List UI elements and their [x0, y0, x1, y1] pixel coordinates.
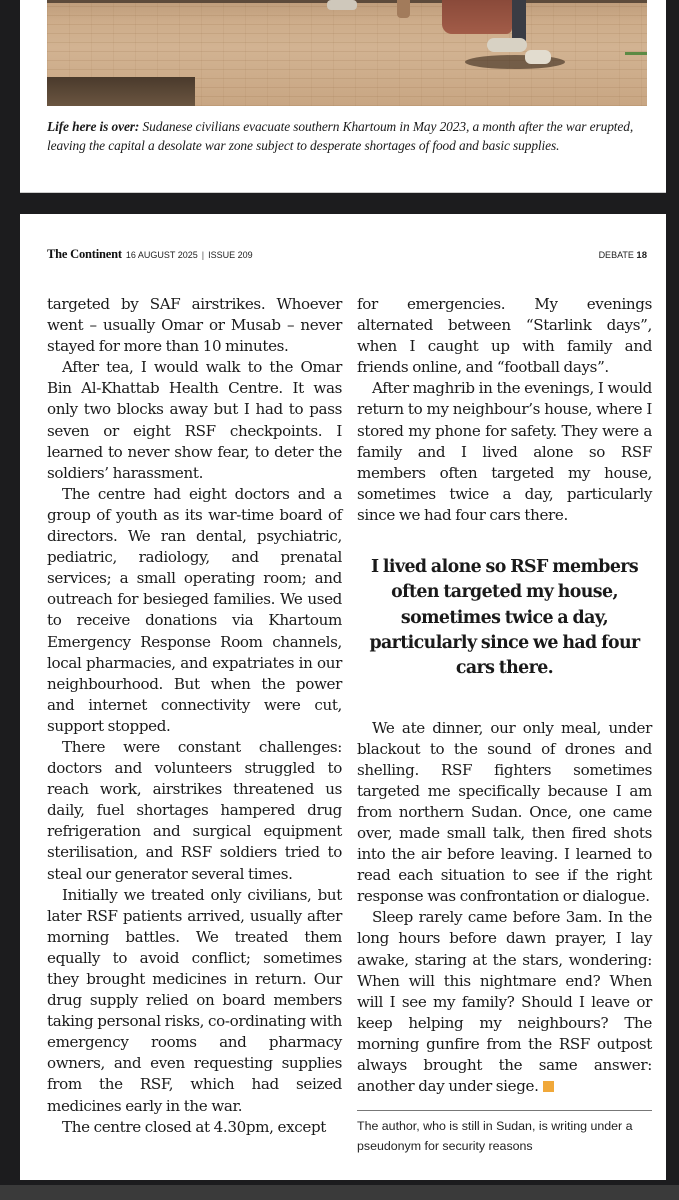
paragraph-text: Sleep rarely came before 3am. In the long hours before dawn prayer, I lay awake, staring at the stars, wondering: When will this nightmare end? When will I see my family? Should I leave or keep helping my neighbours? The morning gunfire from the RSF outpost always brought the same answer: another day under siege.	[357, 908, 652, 1096]
author-note: The author, who is still in Sudan, is writing under a pseudonym for security reasons	[357, 1119, 633, 1153]
divider	[357, 1110, 652, 1111]
paragraph: targeted by SAF airstrikes. Whoever went – usually Omar or Musab – never stayed for more than 10 minutes.	[47, 295, 342, 356]
photo-detail-bag	[397, 0, 410, 18]
caption-lead: Life here is over:	[47, 119, 140, 134]
paragraph: There were constant challenges: doctors and volunteers struggled to reach work, airstrikes threatened us daily, fuel shortages hampered drug refrigeration and surgical equipment sterilisation, and RSF soldiers tried to steal our generator several times.	[47, 737, 342, 883]
photo-detail-feet	[327, 0, 357, 10]
paragraph: After maghrib in the evenings, I would return to my neighbour’s house, where I stored my phone for safety. They were a family and I lived alone so RSF members often targeted my house, sometimes twice a day, particularly since we had four cars there.	[357, 379, 652, 524]
paragraph-final	[357, 907, 652, 1097]
caption-text: Sudanese civilians evacuate southern Khartoum in May 2023, a month after the war erupted, leaving the capital a desolate war zone subject to desperate shortages of food and basic supplies.	[47, 119, 634, 153]
issue-date: 16 AUGUST 2025	[125, 250, 198, 260]
paragraph: We ate dinner, our only meal, under blackout to the sound of drones and shelling. RSF fighters sometimes targeted me specifically because I am from northern Sudan. Once, one came over, made small talk, then fired shots into the air before leaving. I learned to read each situation to see if the right response was confrontation or dialogue.	[357, 718, 652, 906]
photo-detail-shoe	[487, 38, 527, 52]
photo-detail-leg	[512, 0, 526, 42]
issue-number: ISSUE 209	[208, 250, 253, 260]
end-mark-icon	[543, 1081, 554, 1092]
photo-detail-shoe	[525, 50, 551, 64]
right-column	[357, 294, 652, 1156]
paragraph: The centre closed at 4.30pm, except	[62, 1117, 326, 1136]
running-head	[47, 247, 647, 263]
separator: |	[201, 250, 205, 260]
pull-quote: I lived alone so RSF members often targeted my house, sometimes twice a day, particularly since we had four cars there.	[369, 557, 640, 679]
page-number: 18	[636, 250, 647, 261]
section-name: DEBATE	[598, 250, 634, 260]
paragraph: The centre had eight doctors and a group of youth as its war-time board of directors. We ran dental, psychiatric, pediatric, radiology, and prenatal services; a small operating room; and outreach for besieged families. We used to receive donations via Khartoum Emergency Response Room channels, local pharmacies, and expatriates in our neighbourhood. But when the power and internet connectivity were cut, support stopped.	[47, 484, 342, 735]
viewer-bottom-bar	[0, 1185, 679, 1200]
paragraph: Initially we treated only civilians, but later RSF patients arrived, usually after morning battles. We treated them equally to avoid conflict; sometimes they brought medicines in return. Our drug supply relied on board members taking personal risks, co-ordinating with emergency rooms and pharmacy owners, and even requesting supplies from the RSF, which had seized medicines early in the war.	[47, 885, 342, 1115]
previous-page	[20, 0, 666, 193]
section-label	[599, 250, 647, 261]
photo-detail-shade	[47, 77, 195, 106]
left-column	[47, 294, 342, 1138]
paragraph: for emergencies. My evenings alternated between “Starlink days”, when I caught up with family and friends online, and “football days”.	[357, 295, 652, 377]
magazine-page	[20, 214, 666, 1180]
masthead: The Continent	[47, 247, 122, 261]
photo-caption	[47, 117, 657, 155]
paragraph: After tea, I would walk to the Omar Bin Al-Khattab Health Centre. It was only two blocks away but I had to pass seven or eight RSF checkpoints. I learned to never show fear, to deter the soldiers’ harassment.	[47, 358, 342, 482]
photo-detail-suitcase	[442, 0, 512, 34]
article-photo	[47, 0, 647, 106]
photo-detail-debris	[625, 52, 647, 55]
